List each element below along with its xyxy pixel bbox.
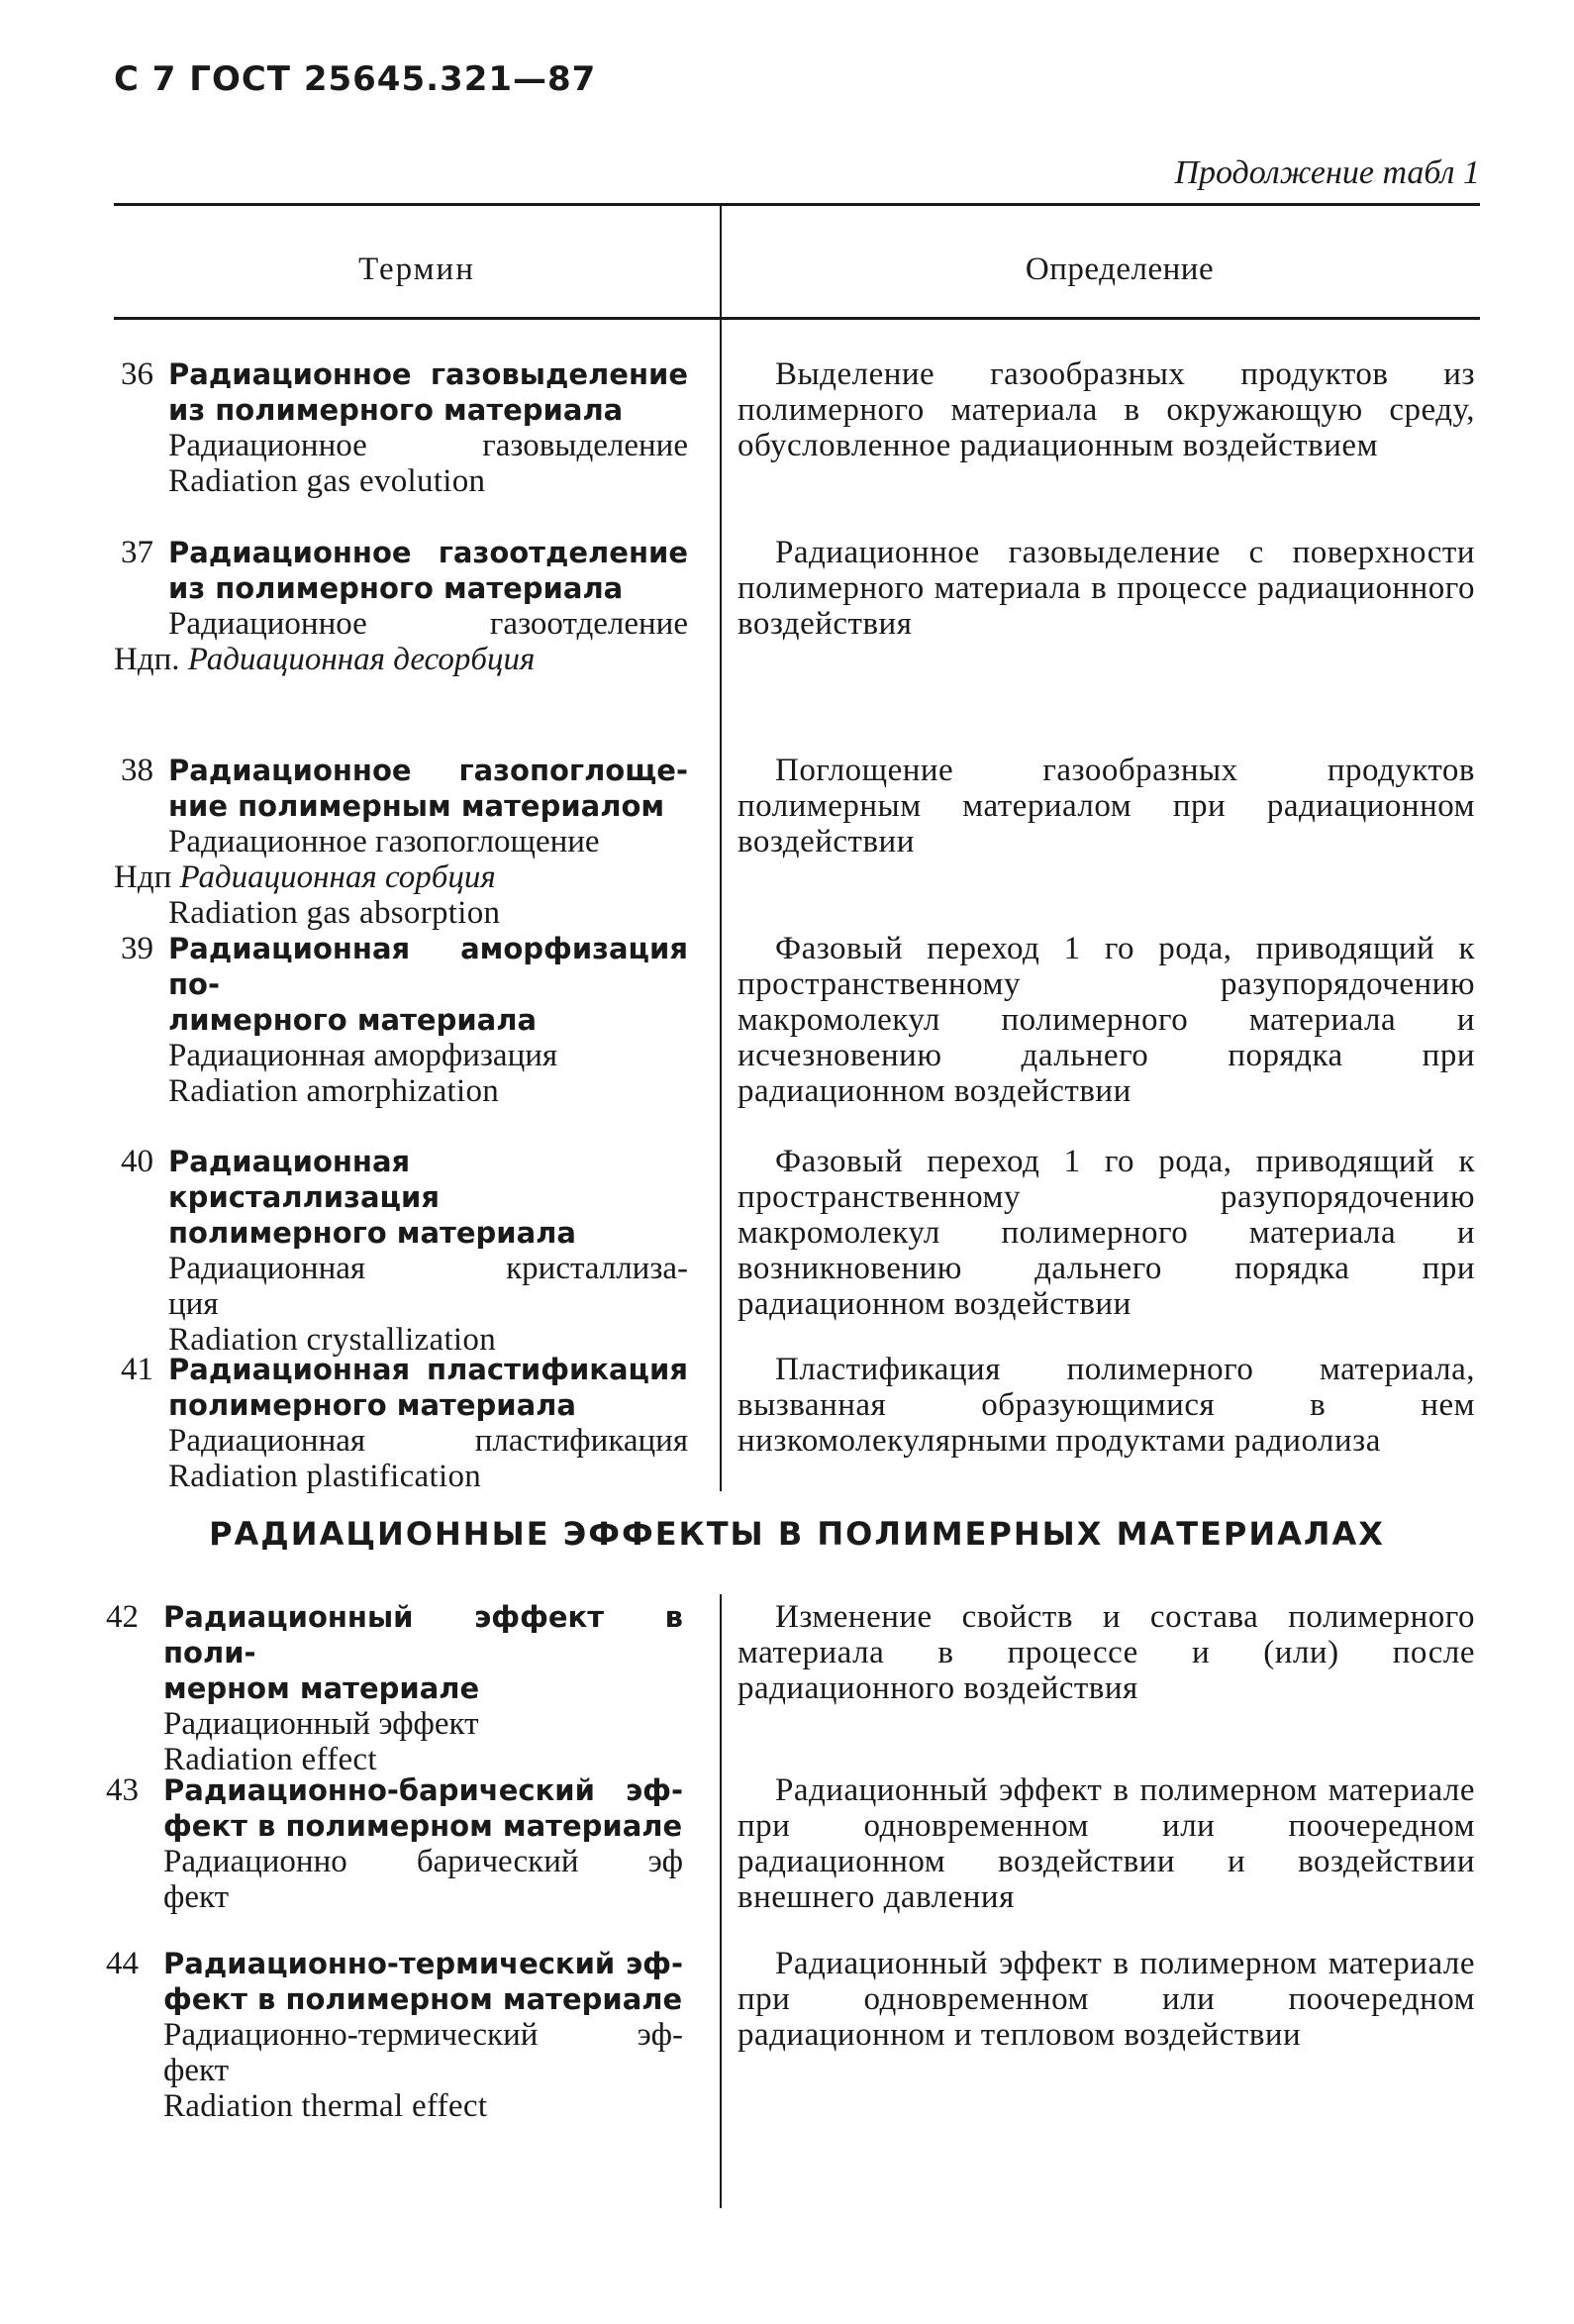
definition-cell: Радиационное газовыделение с поверхности полимерного материала в процессе радиационного воздействия — [738, 535, 1475, 642]
term-number: 44 — [106, 1946, 139, 1981]
term-title-line: Радиационный эффект в поли- — [163, 1600, 683, 1669]
column-divider-header — [720, 206, 722, 317]
term-number: 40 — [121, 1144, 153, 1179]
term-not-allowed: Ндп. Радиационная десорбция — [114, 642, 536, 677]
column-divider-lower — [720, 1594, 722, 2208]
term-title-line: ние полимерным материалом — [168, 789, 665, 823]
term-title-line: из полимерного материала — [168, 393, 624, 427]
term-english: Radiation plastification — [168, 1459, 482, 1494]
definition-cell: Радиационный эффект в полимерном материале при одновременном или поочередном радиационном воздействии и воздействии внешнего давления — [738, 1772, 1475, 1915]
column-divider-upper — [720, 320, 722, 1491]
term-number: 39 — [121, 931, 153, 966]
term-english: Radiation amorphization — [168, 1073, 500, 1109]
term-synonym: Радиационная аморфизация — [168, 1038, 558, 1073]
term-title-line: Радиационное газовыделение — [168, 357, 688, 391]
term-cell — [168, 356, 688, 499]
term-cell — [163, 1946, 683, 2124]
term-title-line: Радиационно-барический эф- — [163, 1773, 683, 1807]
term-synonym: Радиационная кристаллиза- — [168, 1251, 688, 1286]
term-title-line: мерном материале — [163, 1671, 480, 1705]
term-not-allowed-value: Радиационная десорбция — [187, 642, 536, 677]
term-number: 41 — [121, 1352, 153, 1387]
term-synonym: Радиационно барический эф — [163, 1844, 683, 1879]
term-number: 37 — [121, 535, 153, 570]
term-title-line: Радиационное газоотделение — [168, 536, 688, 569]
definition-cell: Фазовый переход 1 го рода, приводящий к пространственному разупорядочению макромолекул полимерного материала и возникновению дальнего порядка при радиационном воздействии — [738, 1144, 1475, 1322]
term-not-allowed-value: Радиационная сорбция — [179, 859, 496, 895]
term-synonym: Радиационный эффект — [163, 1706, 479, 1742]
term-not-allowed: Ндп Радиационная сорбция — [114, 859, 496, 895]
term-synonym: Радиационное газоотделение — [168, 606, 688, 642]
table-continuation-label: Продолжение табл 1 — [1174, 154, 1480, 191]
term-title-line: полимерного материала — [168, 1216, 576, 1250]
term-number: 36 — [121, 356, 153, 392]
term-synonym: Радиационное газопоглощение — [168, 824, 600, 859]
term-title-line: Радиационное газопоглоще- — [168, 754, 688, 787]
term-cell — [163, 1772, 683, 1915]
term-title-line: фект в полимерном материале — [163, 1809, 683, 1843]
term-synonym-cont: фект — [163, 1879, 230, 1915]
term-english: Radiation effect — [163, 1742, 377, 1777]
term-synonym-cont: ция — [168, 1286, 219, 1322]
term-synonym: Радиационное газовыделение — [168, 428, 688, 463]
column-header-term: Термин — [358, 252, 475, 287]
term-title-line: лимерного материала — [168, 1003, 538, 1037]
term-title-line: Радиационно-термический эф- — [163, 1947, 683, 1980]
table-header-rule — [114, 317, 1480, 320]
term-english: Radiation thermal effect — [163, 2088, 488, 2124]
page-header: С 7 ГОСТ 25645.321—87 — [114, 59, 597, 99]
term-title-line: Радиационная кристаллизация — [168, 1145, 440, 1214]
definition-cell: Радиационный эффект в полимерном материале при одновременном или поочередном радиационном и тепловом воздействии — [738, 1946, 1475, 2053]
term-synonym: Радиационная пластификация — [168, 1423, 688, 1459]
term-number: 42 — [106, 1599, 139, 1635]
term-title-line: фект в полимерном материале — [163, 1982, 683, 2016]
term-cell — [163, 1599, 683, 1777]
term-title-line: полимерного материала — [168, 1388, 576, 1422]
term-title-line: из полимерного материала — [168, 571, 624, 605]
term-number: 43 — [106, 1772, 139, 1808]
term-cell — [168, 931, 688, 1109]
term-synonym: Радиационно-термический эф- — [163, 2017, 683, 2053]
definition-cell: Фазовый переход 1 го рода, приводящий к пространственному разупорядочению макромолекул полимерного материала и исчезновению дальнего порядка при радиационном воздействии — [738, 931, 1475, 1109]
section-title: РАДИАЦИОННЫЕ ЭФФЕКТЫ В ПОЛИМЕРНЫХ МАТЕРИАЛАХ — [209, 1515, 1385, 1553]
term-title-line: Радиационная аморфизация по- — [168, 932, 688, 1001]
definition-cell: Выделение газообразных продуктов из полимерного материала в окружающую среду, обусловленное радиационным воздействием — [738, 356, 1475, 463]
definition-cell: Поглощение газообразных продуктов полимерным материалом при радиационном воздействии — [738, 753, 1475, 859]
term-cell — [168, 1144, 688, 1358]
column-header-definition: Определение — [1025, 252, 1215, 287]
definition-cell: Пластификация полимерного материала, вызванная образующимися в нем низкомолекулярными продуктами радиолиза — [738, 1352, 1475, 1459]
term-title-line: Радиационная пластификация — [168, 1353, 688, 1386]
table-top-rule — [114, 203, 1480, 206]
term-synonym-cont: фект — [163, 2053, 230, 2088]
definition-cell: Изменение свойств и состава полимерного материала в процессе и (или) после радиационного воздействия — [738, 1599, 1475, 1706]
term-english: Radiation gas absorption — [168, 895, 501, 931]
term-english: Radiation crystallization — [168, 1322, 496, 1358]
term-number: 38 — [121, 753, 153, 788]
term-cell — [168, 1352, 688, 1494]
term-english: Radiation gas evolution — [168, 463, 486, 499]
